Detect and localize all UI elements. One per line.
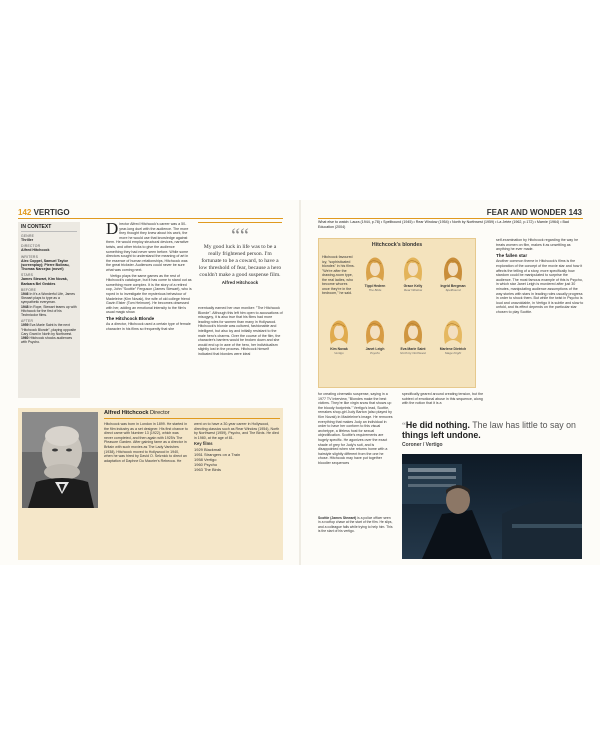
stars-value: James Stewart, Kim Novak, Barbara Bel Geddes [21,277,68,286]
blonde-hairstyle-icon [442,255,464,283]
body-para-3: As a director, Hitchcock used a certain type of female character in his films so frequently that she [106,322,191,332]
blonde-film: Spellbound [445,288,461,292]
blonde-hairstyle-icon [402,318,424,346]
before-item-2: 1948 In Rope, Stewart teams up with Hitchcock for the first of his Technicolor films. [21,304,77,318]
genre-label: GENRE [21,234,35,238]
left-header-rule [18,218,283,219]
right-page-number: 143 [568,208,582,217]
blonde-name: Grace Kelly [403,284,423,288]
key-films-list [194,447,280,472]
key-film: 1951 Strangers on a Train [194,451,241,457]
body-column-3: for creating cinematic suspense, saying in a 1977 TV interview, "Blondes make the best victims. They're like virgin snow that shows up the bloody footprints." Vertigo's lead, Scottie, remakes shop-girl Judy Barton (also played by Kim Novak) in Madeleine's image. He removes everything that makes Judy an individual in order to have her conform to this visual archetype, a lifeless host for sexual objectification. Scottie's requirements are hugely specific. He agonizes over the exact shade of grey for Judy's suit, and is disappointed when she returns home with a hairstyle slightly different from the one he chose. Hitchcock may have put together bloodier sequences [318,392,393,465]
genre-value: Thriller [21,238,34,242]
left-folio [18,208,70,217]
quote-text: My good luck in life was to be a really frightened person. I'm fortunate to be a coward, to have a low threshold of fear, because a hero couldn't make a good suspense film. [198,244,282,278]
after-label: AFTER [21,319,34,324]
blonde-film: Rear Window [404,288,422,292]
quote-mark-icon: ““ [231,225,249,247]
writers-value: Alec Coppel, Samuel Taylor (screenplay); Pierre Boileau, Thomas Narcejac (novel) [21,258,70,272]
body-para-2: Vertigo plays the same games as the rest of Hitchcock's catalogue, but it has come to stand out as something more complex. It is the story of a retired cop, John "Scottie" Ferguson (James Stewart), who is roped in to investigate the mysterious behaviour of Madeleine (Kim Novak), the wife of old college friend Gavin Elster (Tom Helmore). He becomes obsessed with her, adding an emotional intensity to the film's usual magic show. [106,273,192,315]
blondes-intro: Hitchcock favoured icy, "sophisticated blondes" in his films. "We're after the drawing-room type, the real ladies, who become whores once they're in the bedroom," he said. [322,255,355,295]
in-context-title: IN CONTEXT [21,224,77,232]
before-label: BEFORE [21,288,37,293]
pullquote-mark-icon: “ [402,420,406,430]
director-label: DIRECTOR [21,244,41,249]
writers-label: WRITERS [21,254,39,259]
blonde-hairstyle-icon [364,255,386,283]
vertigo-film-still [402,454,582,559]
body-column-4: specifically geared around creating tension, but the subtext of emotional abuse in this sequence, along with the notion that it is a [402,392,484,406]
body-col5-para1: self-examination by Hitchcock regarding the way he treats women on film, makes it as unsettling as anything he ever made. [496,238,579,252]
blonde-hairstyle-icon [364,318,386,346]
blondes-title: Hitchcock's blondes [371,242,423,248]
blonde-film: Stage Fright [444,351,462,355]
blonde-name: Eva Marie Saint [400,347,426,351]
blonde-name: Janet Leigh [365,347,385,351]
quote-rule-top [198,222,282,223]
body-column-5 [496,238,584,416]
blonde-hairstyle-icon [328,318,350,346]
photo-caption: Scottie (James Stewart) is a police officer seen in a rooftop chase at the start of the film. He slips, and a colleague falls while trying to help him. This is the start of his vertigo. [318,516,393,533]
subhead-fallen-star: The fallen star [496,252,528,258]
bio-column-1: Hitchcock was born in London in 1899. He started in the film industry as a set designer. His first chance to direct came with Number 13 (1922), which was never completed, and then again with 1925's The Pleasure Garden. After gaining fame as a director in Britain with such movies as The Lady Vanishes (1938), Hitchcock moved to Hollywood in 1940, when he was hired by David O. Selznick to direct an adaptation of Daphne Du Maurier's Rebecca. He [104,422,188,463]
subhead-hitchcock-blonde: The Hitchcock Blonde [106,315,155,321]
key-film: 1963 The Birds [194,466,222,472]
blonde-film: Vertigo [334,351,344,355]
blonde-name: Tippi Hedren [364,284,386,288]
what-else-to-watch: What else to watch: Laura (1944, p.78) • Spellbound (1945) • Rear Window (1954) • North by Northwest (1959) • La Jetée (1962, p.172) • Marnie (1964) • Bad Education (2004) [318,220,569,229]
bio-title: Alfred Hitchcock Director [104,410,170,416]
blonde-film: The Birds [368,288,382,292]
blonde-hairstyle-icon [442,318,464,346]
bio-column-2 [194,422,280,558]
after-item-1: 1959 Eva Marie Saint is the next "Hitchcock Blonde", playing opposite Cary Grant in North by Northwest. [21,323,76,336]
blonde-name: Ingrid Bergman [440,284,466,288]
blonde-film: North by Northwest [400,351,426,355]
key-film: 1958 Vertigo [194,456,217,462]
after-item-2: 1960 Hitchcock shocks audiences with Psycho. [21,335,73,345]
in-context-sidebar [18,222,80,398]
right-folio [487,208,582,217]
body-column-1 [106,222,192,402]
body-para-1: irector Alfred Hitchcock's career was a 50-year-long duel with the audience. The more they thought they knew about his work, the more he would use that knowledge against them. He would employ structural devices, narrative twists, and other tricks to give the audience something they had never seen before. While some directors sought to understand the meaning of art in the essence of human relationships, Hitchcock was the great trickster. Audiences could never be sure what was coming next. [106,222,189,272]
left-section-title: VERTIGO [33,208,70,217]
pullquote-text: “He did nothing. The law has little to say on things left undone. [402,420,576,440]
blonde-name: Marlene Dietrich [439,347,467,351]
key-film: 1929 Blackmail [194,446,222,452]
director-value: Alfred Hitchcock [21,248,50,253]
left-page-number: 142 [18,208,32,217]
book-gutter [299,200,301,565]
stars-label: STARS [21,273,34,278]
bio-column-2-text: went on to have a 30-year career in Hollywood, directing classics such as Rear Window (1954), North by Northwest (1959), Psycho, and The Birds. He died in 1980, at the age of 81. [194,422,280,440]
bio-header [104,410,280,419]
quote-source: Alfred Hitchcock [221,280,259,285]
bio-rule [104,418,280,419]
film-pullquote [402,420,592,448]
blonde-hairstyle-icon [402,255,424,283]
before-item-1: 1946 In It's a Wonderful Life, James Stewart plays to type as a sympathetic everyman. [21,292,75,305]
body-col5-para2: Another common theme in Hitchcock's films is the exploration of the concept of the movie star and how it affects the telling of a story, more specifically how stardom could be manipulated to surprise the audience. The most famous example of this is Psycho, in which star Janet Leigh is murdered after just 30 minutes, manipulating audience assumptions of the way stories with stars in leading roles usually progress in order to shock them. But while the twist in Psycho is loud and unavoidable, in Vertigo it is subtle and slow to unfold, and its effect depends on the particular star chosen to play Scottie. [496,259,584,314]
key-film: 1960 Psycho [194,461,218,467]
right-header-rule [318,218,583,219]
right-section-title: FEAR AND WONDER [486,208,567,217]
hitchcock-quote [198,222,282,302]
hitchcock-portrait [22,412,98,508]
pullquote-source: Coroner / Vertigo [402,442,443,448]
blonde-name: Kim Novak [330,347,348,351]
drop-cap: D [106,222,119,238]
key-films-title: Key films [194,441,213,447]
blonde-film: Psycho [370,351,380,355]
body-column-2: eventually earned her own moniker: "The Hitchcock Blonde". Although this left him open to accusations of misogyny, it is also true that his films had more leading roles for women than many in Hollywood. Hitchcock's blonde was cultured, fashionable and intelligent, but also icy and initially resistant to the male hero's charms. Over the course of the film, the character's barriers would be broken down and she would end up in awe of the hero, her individualism slightly lost in the process. Hitchcock himself indicated that blondes were ideal [198,306,283,356]
